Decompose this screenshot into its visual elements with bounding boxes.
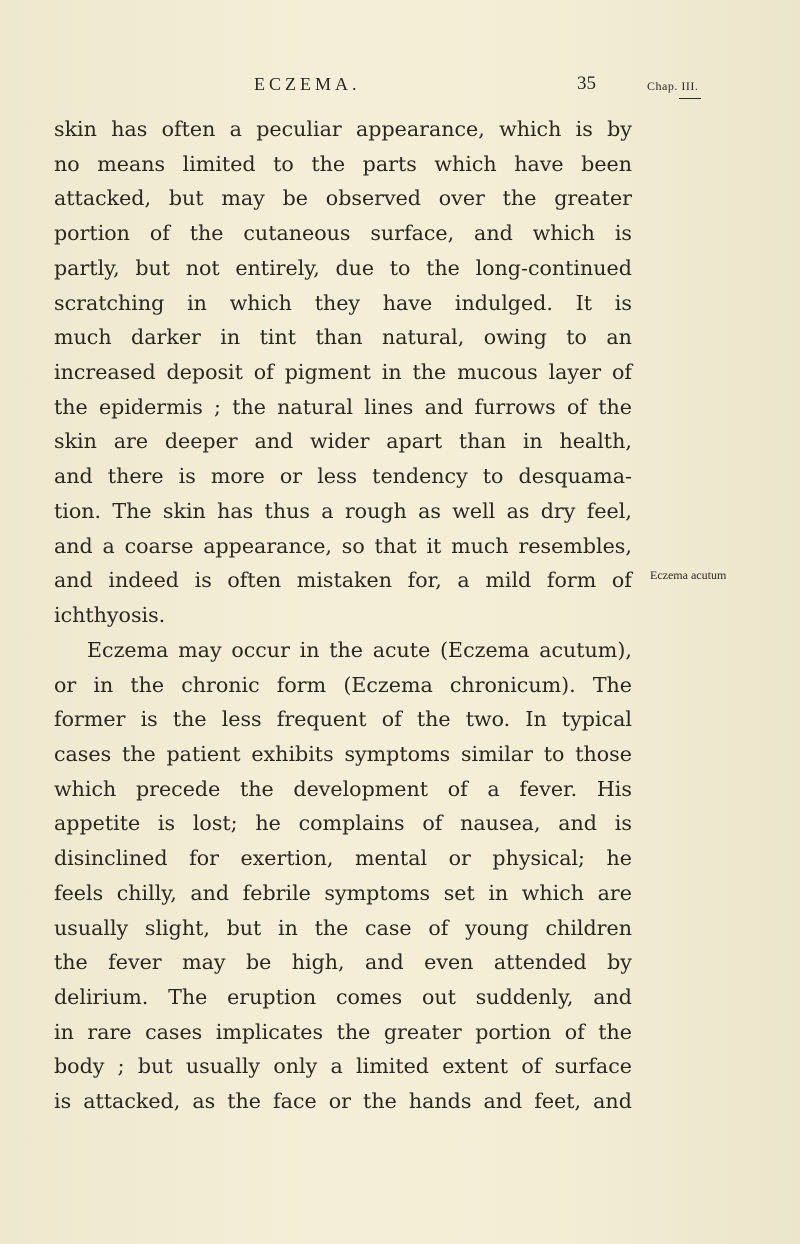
word: attacked, (83, 1089, 181, 1114)
text-line (54, 181, 632, 216)
word: tion. (54, 498, 102, 523)
word: In (525, 707, 547, 732)
chapter-margin-note: Chap. III. (647, 79, 699, 93)
word: the (412, 360, 447, 385)
word: wider (309, 429, 370, 454)
word: less (221, 707, 262, 732)
word: is (614, 290, 632, 315)
word: often (161, 117, 216, 141)
word: in (220, 325, 241, 350)
word: fever (108, 950, 162, 975)
word: long-continued (475, 255, 632, 280)
word: for (189, 846, 219, 871)
word: but (226, 915, 262, 940)
word: the (130, 672, 165, 697)
text-line (54, 147, 632, 182)
word: but (137, 1054, 173, 1079)
word: is (157, 811, 176, 836)
word: darker (131, 325, 201, 350)
word: frequent (276, 707, 367, 732)
word: high, (291, 950, 345, 975)
word: of (381, 707, 402, 732)
text-line (54, 390, 632, 425)
word: His (596, 776, 632, 801)
word: which (499, 117, 562, 141)
word: of (566, 394, 587, 419)
word: skin (162, 498, 206, 523)
word: acute (372, 637, 431, 662)
word: is (140, 707, 158, 732)
text-line (54, 806, 632, 841)
word: may (182, 950, 226, 975)
word: and (54, 464, 93, 489)
word: means (97, 151, 166, 176)
word: case (365, 915, 412, 940)
word: the (54, 950, 88, 975)
word: deposit (166, 360, 243, 385)
word: in (187, 290, 207, 315)
word: nausea, (460, 811, 541, 836)
word: than (315, 325, 363, 350)
word: the (121, 741, 156, 766)
word: symptoms (324, 880, 431, 905)
word: is (575, 117, 593, 141)
word: the (314, 915, 349, 940)
word: acutum), (539, 637, 632, 662)
word: development (293, 776, 429, 801)
word: parts (362, 151, 417, 176)
word: lost; (192, 811, 238, 836)
word: which (229, 290, 292, 315)
word: and (593, 984, 632, 1009)
word: pigment (284, 360, 371, 385)
word: natural (277, 394, 353, 419)
word: increased (54, 360, 156, 385)
word: no (54, 151, 80, 176)
word: desquama- (518, 464, 632, 489)
word: much (54, 325, 112, 350)
word: precede (135, 776, 221, 801)
word: feel, (586, 498, 632, 523)
word: indulged. (454, 290, 553, 315)
text-line (54, 251, 632, 286)
text-line (54, 459, 632, 494)
word: portion (54, 221, 130, 246)
text-line (54, 563, 632, 598)
word: children (545, 915, 632, 940)
word: furrows (474, 394, 556, 419)
word: exertion, (240, 846, 334, 871)
word: a (330, 1054, 343, 1079)
word: or (448, 846, 471, 871)
text-line (54, 633, 632, 668)
word: of (253, 360, 274, 385)
word: appearance, (203, 533, 332, 558)
word: for, (407, 568, 442, 593)
word: been (581, 151, 632, 176)
word: and (365, 950, 404, 975)
text-line (54, 598, 632, 633)
word: fever. (519, 776, 578, 801)
word: a (487, 776, 500, 801)
word: the (598, 1019, 632, 1044)
word: of (564, 1019, 585, 1044)
text-line (54, 1084, 632, 1119)
word: he (606, 846, 632, 871)
word: even (424, 950, 474, 975)
page-number: 35 (577, 73, 596, 94)
word: rough (344, 498, 407, 523)
word: of (149, 221, 170, 246)
running-title: ECZEMA. (254, 74, 361, 94)
word: by (607, 950, 632, 975)
word: not (185, 255, 220, 280)
word: greater (383, 1019, 462, 1044)
word: a (229, 117, 242, 141)
word: the (172, 707, 207, 732)
word: set (443, 880, 475, 905)
word: in (488, 880, 509, 905)
word: tendency (372, 464, 468, 489)
word: but (135, 255, 171, 280)
word: deeper (164, 429, 238, 454)
word: that (374, 533, 417, 558)
chapter-note-underline (679, 98, 701, 99)
word: rare (87, 1019, 132, 1044)
word: and (483, 1089, 523, 1114)
word: usually (185, 1054, 261, 1079)
word: mistaken (296, 568, 392, 593)
text-line (54, 529, 632, 564)
word: The (112, 498, 152, 523)
text-line (54, 1049, 632, 1084)
word: resembles, (518, 533, 632, 558)
word: is (614, 811, 632, 836)
word: occur (231, 637, 290, 662)
word: skin (54, 117, 97, 141)
word: often (227, 568, 282, 593)
word: peculiar (256, 117, 342, 141)
word: and (54, 568, 93, 593)
text-line (54, 772, 632, 807)
word: typical (561, 707, 632, 732)
word: they (314, 290, 361, 315)
word: body (54, 1054, 105, 1079)
word: in (93, 672, 114, 697)
text-line (54, 702, 632, 737)
word: by (607, 117, 632, 141)
word: and (190, 880, 230, 905)
word: may (221, 186, 265, 211)
word: as (418, 498, 441, 523)
word: it (426, 533, 442, 558)
word: limited (182, 151, 256, 176)
word: former (54, 707, 126, 732)
word: It (575, 290, 593, 315)
word: a (102, 533, 115, 558)
eczema-acutum-margin-note: Eczema acutum (650, 568, 727, 582)
word: dry (540, 498, 576, 523)
word: The (592, 672, 632, 697)
word: attended (493, 950, 587, 975)
text-line (54, 494, 632, 529)
word: chronicum). (449, 672, 576, 697)
word: there (107, 464, 164, 489)
word: less (317, 464, 358, 489)
word: and (254, 429, 294, 454)
word: or (54, 672, 77, 697)
text-line (54, 286, 632, 321)
word: observed (325, 186, 421, 211)
word: delirium. (54, 984, 149, 1009)
word: have (382, 290, 433, 315)
word: natural, (381, 325, 465, 350)
word: suddenly, (475, 984, 574, 1009)
word: surface, (370, 221, 455, 246)
word: patient (166, 741, 241, 766)
word: epidermis (98, 394, 203, 419)
text-line (54, 668, 632, 703)
word: to (543, 741, 565, 766)
word: ; (117, 1054, 125, 1079)
word: a (457, 568, 470, 593)
word: well (452, 498, 496, 523)
word: feels (54, 880, 104, 905)
text-line (54, 945, 632, 980)
text-line (54, 1015, 632, 1050)
word: out (421, 984, 456, 1009)
word: the (336, 1019, 371, 1044)
word: cutaneous (243, 221, 351, 246)
text-line (54, 737, 632, 772)
word: form (546, 568, 597, 593)
word: chilly, (116, 880, 177, 905)
word: the (311, 151, 346, 176)
word: of (611, 568, 632, 593)
word: partly, (54, 255, 120, 280)
word: complains (298, 811, 405, 836)
word: extent (442, 1054, 509, 1079)
word: portion (475, 1019, 552, 1044)
word: has (111, 117, 148, 141)
word: he (255, 811, 281, 836)
word: as (506, 498, 530, 523)
word: similar (460, 741, 533, 766)
text-line (54, 216, 632, 251)
text-line (54, 355, 632, 390)
word: of (422, 811, 443, 836)
word: only (273, 1054, 318, 1079)
word: coarse (124, 533, 194, 558)
word: in (299, 637, 320, 662)
word: the (416, 707, 451, 732)
word: mucous (457, 360, 538, 385)
word: of (447, 776, 468, 801)
word: usually (54, 915, 129, 940)
text-line (54, 320, 632, 355)
word: surface (554, 1054, 632, 1079)
word: the (363, 1089, 397, 1114)
word: more (210, 464, 265, 489)
word: the (502, 186, 537, 211)
word: cases (145, 1019, 203, 1044)
word: due (335, 255, 375, 280)
word: exhibits (251, 741, 334, 766)
word: limited (356, 1054, 429, 1079)
word: hands (408, 1089, 472, 1114)
word: an (606, 325, 632, 350)
word: as (192, 1089, 216, 1114)
word: ichthyosis. (54, 603, 166, 628)
word: be (282, 186, 308, 211)
word: is (614, 221, 632, 246)
word: entirely, (235, 255, 320, 280)
word: the (426, 255, 460, 280)
word: may (178, 637, 222, 662)
word: thus (264, 498, 310, 523)
word: ; (214, 394, 221, 419)
text-line (54, 841, 632, 876)
word: face (273, 1089, 317, 1114)
word: in (278, 915, 298, 940)
word: lines (364, 394, 414, 419)
word: those (575, 741, 632, 766)
word: cases (54, 741, 112, 766)
word: is (54, 1089, 72, 1114)
word: appetite (54, 811, 141, 836)
word: attacked, (54, 186, 152, 211)
word: (Eczema (440, 637, 530, 662)
word: implicates (215, 1019, 324, 1044)
word: Eczema (87, 637, 169, 662)
word: to (482, 464, 504, 489)
word: in (54, 1019, 74, 1044)
word: disinclined (54, 846, 168, 871)
word: physical; (492, 846, 585, 871)
word: or (328, 1089, 351, 1114)
text-line (54, 911, 632, 946)
word: tint (259, 325, 296, 350)
word: is (194, 568, 212, 593)
word: young (465, 915, 529, 940)
word: in (381, 360, 402, 385)
word: the (189, 221, 224, 246)
word: over (438, 186, 485, 211)
word: to (273, 151, 294, 176)
body-text (54, 112, 632, 1119)
word: of (428, 915, 449, 940)
word: comes (335, 984, 403, 1009)
word: which (54, 776, 117, 801)
text-line (54, 980, 632, 1015)
word: appearance, (356, 117, 485, 141)
word: form (276, 672, 327, 697)
word: so (341, 533, 365, 558)
word: a (321, 498, 334, 523)
word: is (178, 464, 196, 489)
word: apart (386, 429, 443, 454)
word: greater (554, 186, 632, 211)
word: but (168, 186, 204, 211)
word: of (521, 1054, 542, 1079)
word: symptoms (344, 741, 451, 766)
word: skin (54, 429, 97, 454)
word: owing (483, 325, 547, 350)
text-line (54, 112, 632, 147)
word: in (522, 429, 543, 454)
word: the (329, 637, 363, 662)
word: are (113, 429, 149, 454)
word: mild (485, 568, 532, 593)
word: and (424, 394, 464, 419)
word: febrile (242, 880, 311, 905)
word: the (227, 1089, 261, 1114)
word: slight, (144, 915, 210, 940)
word: (Eczema (343, 672, 433, 697)
word: the (232, 394, 266, 419)
word: much (451, 533, 509, 558)
word: which (532, 221, 595, 246)
word: The (168, 984, 208, 1009)
word: and (474, 221, 513, 246)
text-line (54, 424, 632, 459)
word: which (434, 151, 497, 176)
word: to (389, 255, 411, 280)
word: and (593, 1089, 632, 1114)
word: be (245, 950, 272, 975)
word: or (279, 464, 303, 489)
word: and (558, 811, 597, 836)
word: the (239, 776, 274, 801)
word: health, (559, 429, 632, 454)
word: chronic (181, 672, 260, 697)
word: which (521, 880, 585, 905)
word: the (598, 394, 632, 419)
word: indeed (108, 568, 179, 593)
word: feet, (534, 1089, 582, 1114)
word: has (217, 498, 254, 523)
word: and (54, 533, 93, 558)
word: eruption (227, 984, 317, 1009)
word: scratching (54, 290, 165, 315)
word: have (514, 151, 564, 176)
word: than (458, 429, 506, 454)
word: two. (465, 707, 511, 732)
word: mental (354, 846, 428, 871)
text-line (54, 876, 632, 911)
word: layer (548, 360, 602, 385)
word: are (597, 880, 632, 905)
word: of (611, 360, 632, 385)
word: to (566, 325, 587, 350)
word: the (54, 394, 88, 419)
